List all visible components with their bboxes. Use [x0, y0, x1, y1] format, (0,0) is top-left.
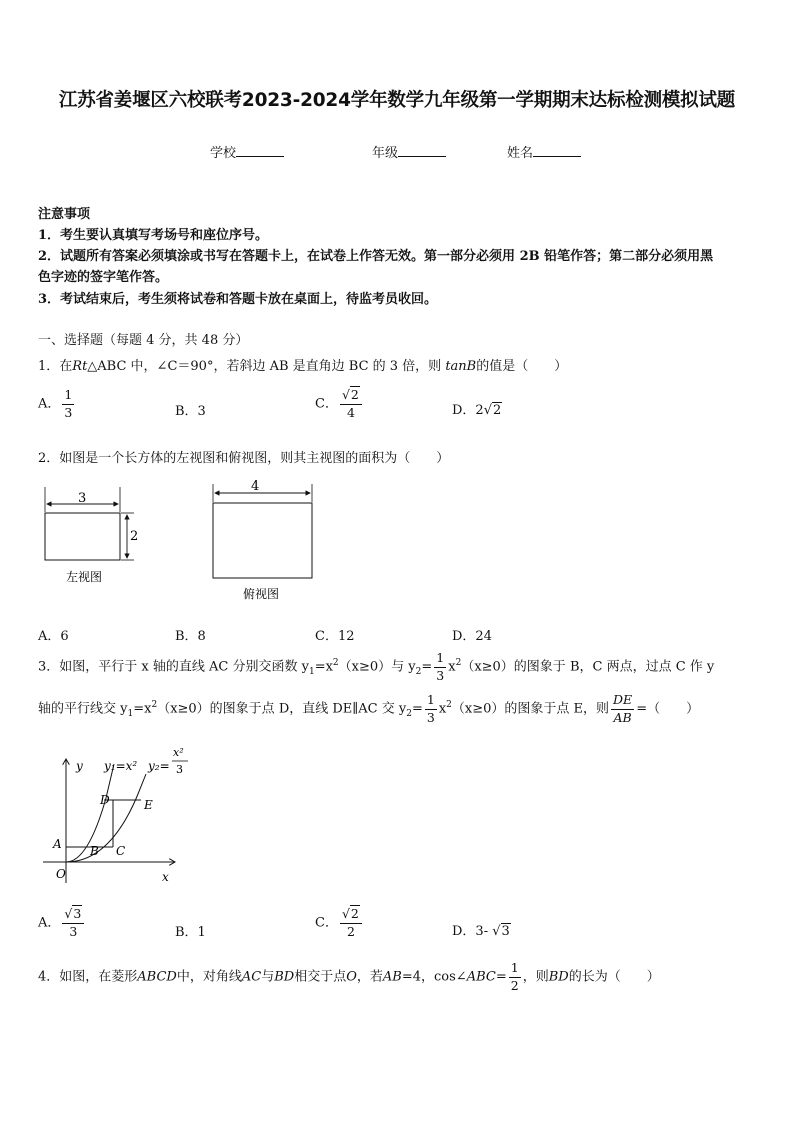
notice-item: 1．考生要认真填写考场号和座位序号。 [38, 228, 269, 243]
y1-label: y₁=x² [104, 759, 138, 773]
left-view-height: 2 [130, 529, 139, 544]
top-view-caption: 俯视图 [243, 587, 280, 601]
q3-option-b[interactable]: B．1 [175, 925, 206, 940]
point-e: E [144, 798, 153, 812]
y-axis-label: y [76, 759, 83, 773]
question-1-stem: 1．在Rt△ABC 中，∠C＝90°，若斜边 AB 是直角边 BC 的 3 倍，则 tanB的值是（ ） [38, 359, 568, 374]
point-c: C [116, 844, 126, 858]
top-view-width: 4 [251, 480, 260, 494]
left-view-width: 3 [78, 491, 87, 506]
q3-option-d[interactable]: D．3- √3 [452, 924, 510, 939]
question-2-stem: 2．如图是一个长方体的左视图和俯视图，则其主视图的面积为（ ） [38, 451, 450, 466]
q3-figure [38, 738, 208, 888]
name-label: 姓名 [507, 146, 534, 161]
q1-option-c[interactable]: C． $\frac{√2}{4}$ [315, 389, 364, 419]
section-heading: 一、选择题（每题 4 分，共 48 分） [38, 333, 249, 348]
q2-option-b[interactable]: B．8 [175, 629, 206, 644]
q2-option-c[interactable]: C．12 [315, 629, 355, 644]
q2-option-a[interactable]: A．6 [38, 629, 69, 644]
notice-item: 色字迹的签字笔作答。 [38, 270, 169, 285]
top-view-rect [213, 503, 312, 578]
y2-label-num: x² [173, 746, 184, 759]
notice-heading: 注意事项 [38, 207, 91, 222]
q1-option-a[interactable]: A． $\frac{1}{3}$ [38, 387, 73, 420]
point-d: D [100, 793, 110, 807]
x-axis-label: x [162, 870, 169, 884]
left-view-caption: 左视图 [66, 570, 103, 584]
q2-figure [38, 480, 338, 610]
q1-option-d[interactable]: D．2√2 [452, 403, 502, 418]
name-field[interactable] [507, 142, 581, 161]
point-b: B [90, 844, 99, 858]
page-title: 江苏省姜堰区六校联考2023-2024学年数学九年级第一学期期末达标检测模拟试题 [58, 90, 736, 111]
grade-label: 年级 [372, 146, 399, 161]
q3-option-c[interactable]: C． $\frac{√2}{2}$ [315, 908, 364, 938]
point-a: A [53, 837, 62, 851]
school-field[interactable] [210, 142, 284, 161]
grade-field[interactable] [372, 142, 446, 161]
q3-option-a[interactable]: A． $\frac{√3}{3}$ [38, 908, 86, 938]
y2-label: y₂= [148, 759, 170, 773]
question-3-line-1: 3．如图，平行于 x 轴的直线 AC 分别交函数 $y_1=x^2(x\ge 0)$与 $y_2=$ $\frac{1}{3}$ $x^2(x\ge 0)$的图象于 B，C 两点，过点 C 作 y [38, 650, 715, 683]
question-3-line-2: 轴的平行线交 $y_1=x^2(x\ge 0)$的图象于点 D，直线 DE∥AC 交 $y_2=$ $\frac{1}{3}$ $x^2(x\ge 0)$的图象于点 E，则 $\frac{DE}{AB}$ =（ ） [38, 692, 700, 725]
q1-option-b[interactable]: B．3 [175, 404, 206, 419]
school-label: 学校 [210, 146, 237, 161]
curve-y2 [66, 774, 146, 862]
origin-label: O [56, 867, 66, 881]
q2-option-d[interactable]: D．24 [452, 629, 492, 644]
notice-item: 3．考试结束后，考生须将试卷和答题卡放在桌面上，待监考员收回。 [38, 292, 438, 307]
question-4-stem: 4．如图，在菱形ABCD中，对角线AC与BD相交于点O，若AB=4，cos∠ABC= $\frac{1}{2}$ ，则BD的长为（ ） [38, 960, 660, 993]
y2-label-den: 3 [176, 763, 183, 776]
notice-item: 2．试题所有答案必须填涂或书写在答题卡上，在试卷上作答无效。第一部分必须用 2B 铅笔作答；第二部分必须用黑 [38, 249, 714, 264]
left-view-rect [45, 513, 120, 560]
